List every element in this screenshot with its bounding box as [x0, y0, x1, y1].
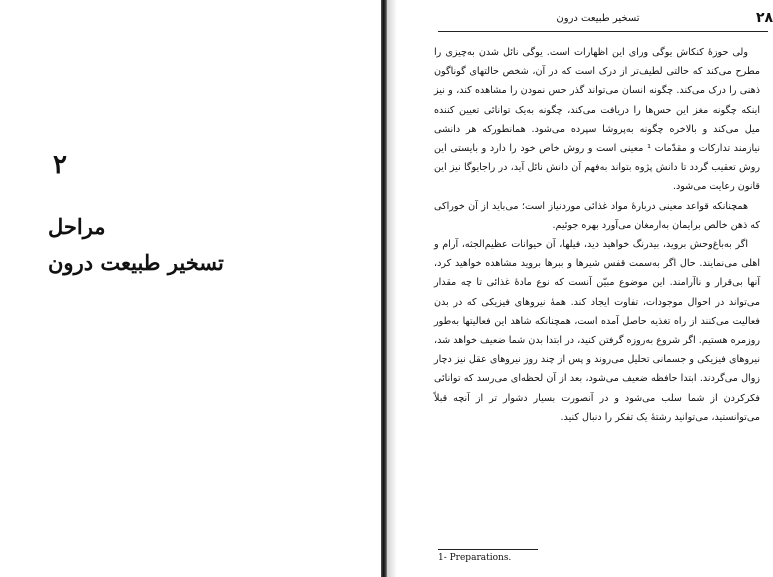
right-page	[398, 0, 773, 577]
running-header: تسخیر طبیعت درون	[556, 13, 640, 24]
left-page	[0, 0, 378, 577]
chapter-part-label: مراحل	[48, 214, 106, 239]
header-divider	[438, 31, 768, 32]
gutter-shadow	[387, 0, 397, 577]
paragraph: اگر به‌باغ‌وحش بروید، بیدرنگ خواهید دید، فیلها، آن حیوانات عظیم‌الجثه، آرام و اهلی می‌نمایند. حال اگر به‌سمت قفس شیرها و ببرها بروید مشاهده خواهید کرد، آنها بی‌قرار و ناآرامند. این موضوع مبیّن آنست که نوع مادهٔ غذائی تا چه مقدار می‌تواند در احوال موجودات، تفاوت ایجاد کند. همهٔ نیروهای فیزیکی که در بدن فعالیت می‌کنند از راه تغذیه حاصل آمده است، همچنانکه شاهد این فعالیتها به‌طور روزمره هستیم. اگر شروع به‌روزه گرفتن کنید، در ابتدا بدن شما ضعیف خواهد شد، نیروهای فیزیکی و جسمانی تحلیل می‌روند و پس از چند روز نیروهای عقل نیز دچار زوال می‌گردند. ابتدا حافظه ضعیف می‌شود، بعد از آن لحظه‌ای می‌رسد که توانائی فکرکردن از شما سلب می‌شود و در آنصورت بسیار دشوار تر از آنچه قبلاً می‌توانستید، می‌توانید رشتهٔ یک تفکر را دنبال کنید.	[434, 239, 760, 423]
paragraph: ولی حوزهٔ کنکاش یوگی ورای این اظهارات است. یوگی نائل شدن به‌چیزی را مطرح می‌کند که حالتی لطیف‌تر از درک است که در آن، شخص حالتهای گوناگون ذهنی را درک می‌کند. چگونه انسان می‌تواند گذر حس نمودن را مشاهده کند، و نیز اینکه چگونه مغز این حس‌ها را دریافت می‌کند، چگونه به‌یک توانائی تعیین کننده میل می‌کند و بالاخره چگونه به‌پروشا سپرده می‌شود. همانطورکه هر دانشی نیازمند تدارکات و مقدّمات ¹ معینی است و روش خاص خود را دارد و بایستی این روش تعقیب گردد تا دانش پژوه بتواند به‌فهم آن دانش نائل آید، در راجایوگا نیز این قانون رعایت می‌شود.	[434, 47, 760, 193]
paragraph: همچنانکه قواعد معینی دربارهٔ مواد غذائی موردنیاز است؛ می‌باید از آن خوراکی که ذهن خالص برایمان به‌ارمغان می‌آورد بهره جوئیم.	[434, 200, 760, 231]
chapter-title: تسخیر طبیعت درون	[48, 250, 224, 275]
chapter-number: ۲	[53, 150, 67, 180]
page-number: ۲۸	[756, 10, 773, 26]
footnote: 1- Preparations.	[438, 553, 512, 563]
body-text	[434, 43, 760, 427]
footnote-divider	[438, 549, 538, 550]
